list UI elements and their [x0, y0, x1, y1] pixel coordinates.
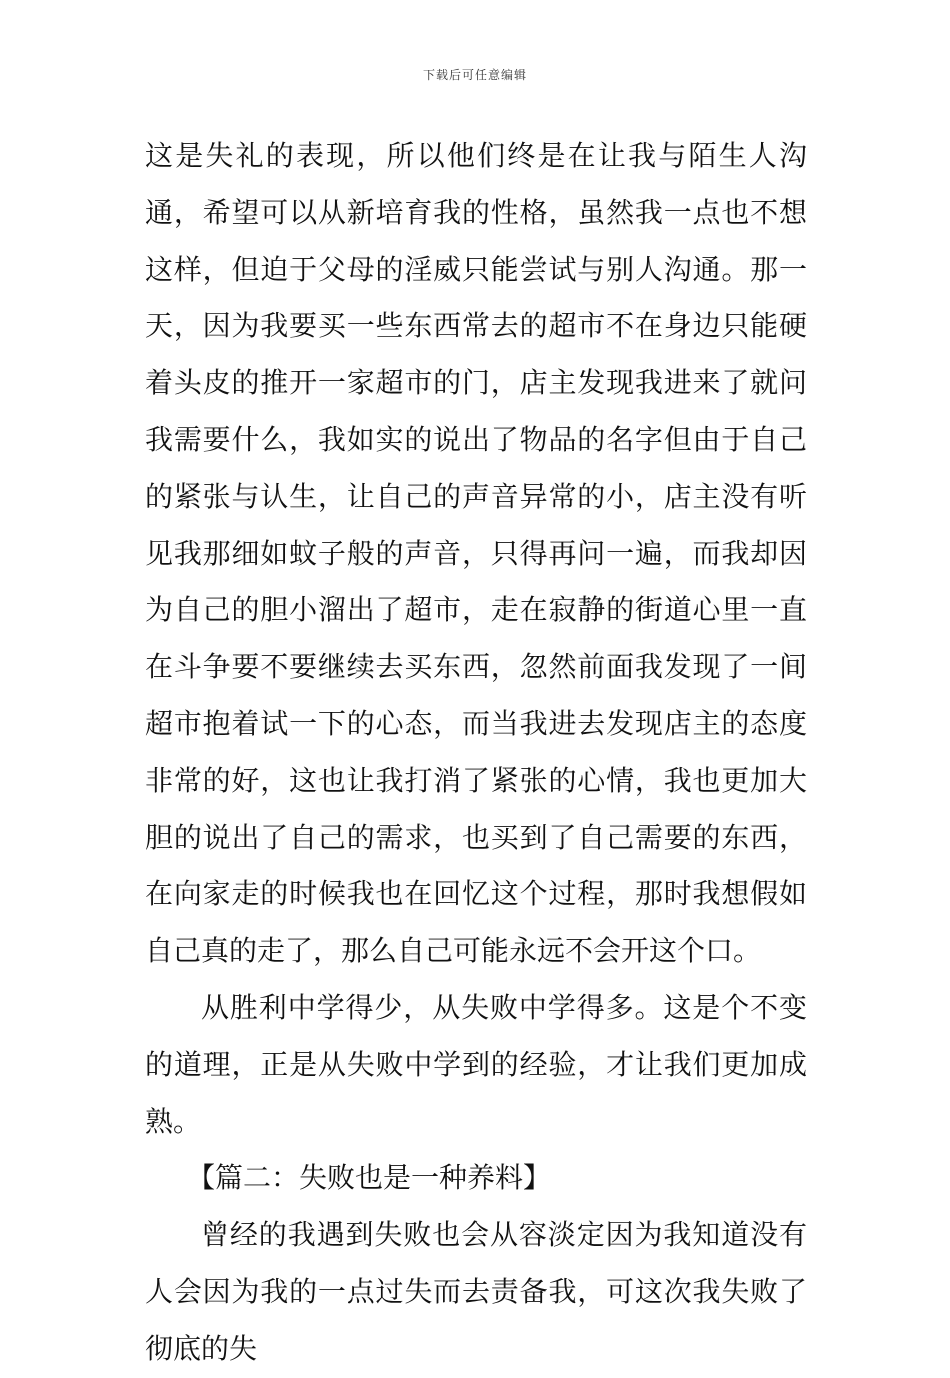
- paragraph-lesson: 从胜利中学得少，从失败中学得多。这是个不变的道理，正是从失败中学到的经验，才让我们更加成熟。: [145, 990, 807, 1138]
- document-body: [145, 128, 807, 1378]
- page-header: 下载后可任意编辑: [422, 68, 527, 82]
- paragraph-continuation: 这是失礼的表现，所以他们终是在让我与陌生人沟通，希望可以从新培育我的性格，虽然我一点也不想这样，但迫于父母的淫威只能尝试与别人沟通。那一天，因为我要买一些东西常去的超市不在身边只能硬着头皮的推开一家超市的门，店主发现我进来了就问我需要什么，我如实的说出了物品的名字但由于自己的紧张与认生，让自己的声音异常的小，店主没有听见我那细如蚊子般的声音，只得再问一遍，而我却因为自己的胆小溜出了超市，走在寂静的街道心里一直在斗争要不要继续去买东西，忽然前面我发现了一间超市抱着试一下的心态，而当我进去发现店主的态度非常的好，这也让我打消了紧张的心情，我也更加大胆的说出了自己的需求，也买到了自己需要的东西，在向家走的时候我也在回忆这个过程，那时我想假如自己真的走了，那么自己可能永远不会开这个口。: [145, 139, 807, 968]
- paragraph-section-two: 曾经的我遇到失败也会从容淡定因为我知道没有人会因为我的一点过失而去责备我，可这次我失败了彻底的失: [145, 1218, 807, 1365]
- section-heading: 【篇二：失败也是一种养料】: [187, 1161, 552, 1195]
